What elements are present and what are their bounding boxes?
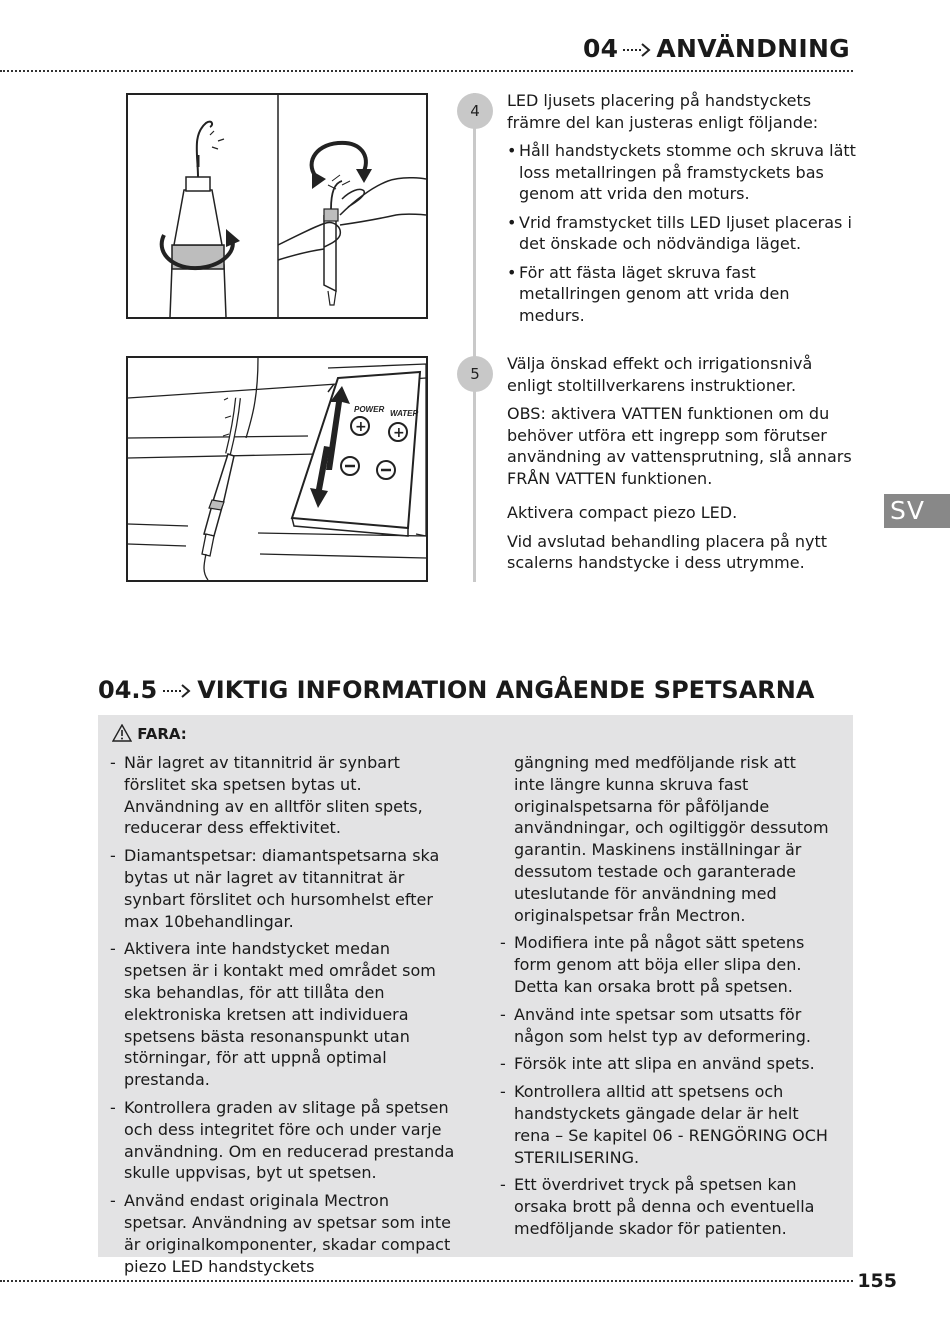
svg-text:+: +	[355, 419, 367, 435]
handpiece-illustration	[128, 95, 426, 317]
step-5-paragraph: OBS: aktivera VATTEN funktionen om du behöver utföra ett ingrepp som förutser användning av vattensprutning, slå annars FRÅN VATTEN funktionen.	[507, 404, 852, 488]
list-item: - Använd inte spetsar som utsatts för någon som helst typ av deformering.	[500, 1004, 830, 1048]
figure-led-adjustment	[126, 93, 428, 319]
chapter-title: ANVÄNDNING	[656, 34, 850, 63]
step-5-paragraph: Aktivera compact piezo LED.	[507, 503, 738, 522]
step-4-intro: LED ljusets placering på handstyckets främre del kan justeras enligt följande:	[507, 91, 819, 132]
power-label: POWER	[354, 405, 385, 414]
step-5-badge: 5	[457, 356, 493, 392]
list-item: - Kontrollera graden av slitage på spetsen och dess integritet före och under varje användning. Om en reducerad prestanda skulle uppvisas, byt ut spetsen.	[110, 1097, 455, 1184]
list-item-continuation: gängning med medföljande risk att inte längre kunna skruva fast originalspetsarna för påföljande användningar, och ogiltiggör dessutom garantin. Maskinens inställningar är dessutom testade och garanterade uteslutande för användning med originalspetsar från Mectron.	[514, 753, 829, 925]
list-item: • För att fästa läget skruva fast metallringen genom att vrida den medurs.	[507, 262, 857, 327]
dotted-arrow-icon	[161, 683, 193, 699]
dotted-arrow-icon	[622, 42, 652, 58]
list-item: - Kontrollera alltid att spetsens och handstyckets gängade delar är helt rena – Se kapitel 06 - RENGÖRING OCH STERILISERING.	[500, 1081, 830, 1168]
list-item: - När lagret av titannitrid är synbart förslitet ska spetsen bytas ut. Användning av en alltför sliten spets, reducerar dess effektivitet.	[110, 752, 455, 839]
list-item: • Håll handstyckets stomme och skruva lätt loss metallringen på framstyckets bas genom att vrida den moturs.	[507, 140, 857, 205]
step-5-text	[507, 353, 857, 581]
list-item: - Försök inte att slipa en använd spets.	[500, 1053, 830, 1075]
section-number: 04.5	[98, 676, 158, 704]
svg-text:+: +	[393, 425, 405, 441]
step-5-paragraph: Vid avslutad behandling placera på nytt scalerns handstycke i dess utrymme.	[507, 531, 828, 572]
header-divider	[0, 70, 853, 72]
danger-box	[98, 715, 853, 1276]
list-item: - Ett överdrivet tryck på spetsen kan orsaka brott på denna och eventuella medföljande skador för patienten.	[500, 1174, 830, 1239]
step-4-text	[507, 90, 857, 333]
list-item: - Modifiera inte på något sätt spetens form genom att böja eller slipa den. Detta kan orsaka brott på spetsen.	[500, 932, 830, 997]
figure-control-panel	[126, 356, 428, 582]
danger-label	[112, 724, 187, 743]
control-panel-illustration	[128, 358, 426, 580]
section-title: VIKTIG INFORMATION ANGÅENDE SPETSARNA	[197, 676, 815, 704]
step-5-paragraph: Välja önskad effekt och irrigationsnivå enligt stoltillverkarens instruktioner.	[507, 354, 813, 395]
water-label: WATER	[390, 409, 419, 418]
warning-triangle-icon	[112, 724, 132, 742]
step-4-bullets	[507, 140, 857, 326]
chapter-number: 04	[582, 34, 619, 63]
footer-divider	[0, 1280, 853, 1282]
section-heading	[98, 676, 814, 704]
language-tab: SV	[884, 494, 950, 528]
list-item: - Diamantspetsar: diamantspetsarna ska bytas ut när lagret av titannitrat är synbart förslitet och hursomhelst efter max 10behandlingar.	[110, 845, 455, 932]
danger-label-text: FARA:	[137, 725, 187, 743]
chapter-header	[583, 34, 850, 63]
step-4-badge: 4	[457, 93, 493, 129]
danger-left-column	[110, 752, 455, 1283]
danger-right-column	[500, 752, 830, 1246]
list-item: - Aktivera inte handstycket medan spetsen är i kontakt med området som ska behandlas, för att tillåta den elektroniska kretsen att individuera spetsens bästa resonanspunkt utan störningar, för att uppnå optimal prestanda.	[110, 938, 455, 1091]
page-number: 155	[857, 1270, 897, 1292]
list-item: • Vrid framstycket tills LED ljuset placeras i det önskade och nödvändiga läget.	[507, 212, 857, 255]
step-timeline	[473, 93, 476, 582]
list-item: - Använd endast originala Mectron spetsar. Användning av spetsar som inte är originalkomponenter, skadar compact piezo LED handstyckets	[110, 1190, 455, 1277]
